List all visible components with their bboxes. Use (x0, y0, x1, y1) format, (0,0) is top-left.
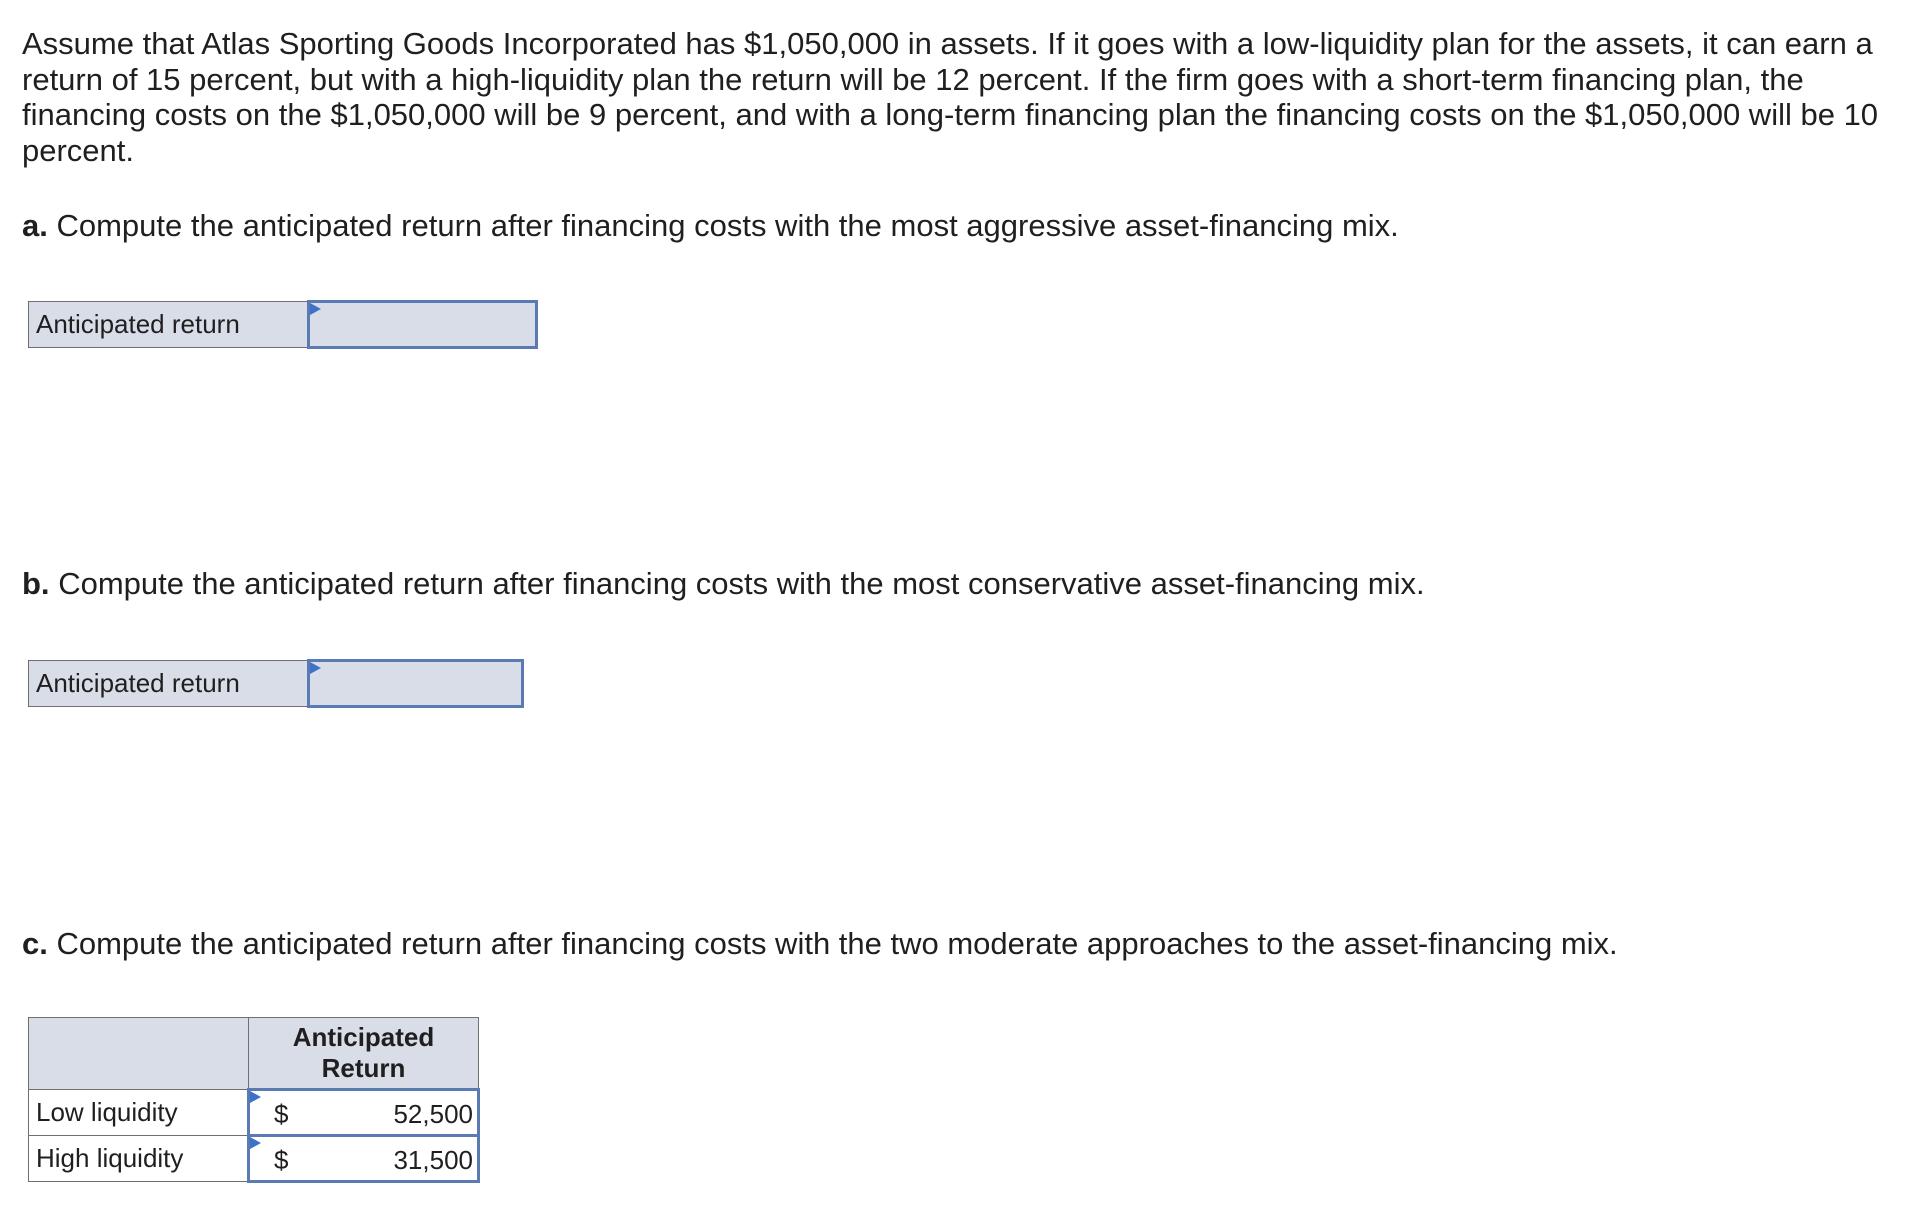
part-a-prompt (22, 208, 1399, 244)
part-b-text: Compute the anticipated return after financing costs with the most conservative asset-financing mix. (58, 566, 1425, 601)
part-c-prompt (22, 926, 1618, 962)
part-b-prompt (22, 566, 1425, 602)
currency-symbol: $ (274, 1099, 289, 1129)
part-b-answer-cell (309, 661, 523, 707)
flag-icon (310, 303, 321, 315)
low-liquidity-answer-input[interactable] (249, 1090, 479, 1136)
part-c-header-line2: Return (321, 1053, 406, 1083)
part-a-anticipated-return-input[interactable] (310, 303, 535, 346)
table-row (29, 1090, 479, 1136)
table-row (29, 1136, 479, 1182)
part-a-answer-table (28, 300, 538, 349)
part-a-label: Anticipated return (29, 302, 309, 348)
part-c-column-header (249, 1018, 479, 1090)
part-b-answer-table (28, 659, 524, 708)
part-b-letter: b. (22, 566, 50, 601)
low-liquidity-value: 52,500 (393, 1099, 473, 1129)
flag-icon (310, 662, 321, 674)
part-b-anticipated-return-input[interactable] (310, 662, 521, 705)
part-b-label: Anticipated return (29, 661, 309, 707)
row-label-low-liquidity: Low liquidity (29, 1090, 249, 1136)
flag-icon (250, 1137, 261, 1149)
part-a-text: Compute the anticipated return after financing costs with the most aggressive asset-financing mix. (56, 208, 1399, 243)
part-c-letter: c. (22, 926, 48, 961)
part-a-answer-cell (309, 302, 537, 348)
currency-symbol: $ (274, 1145, 289, 1175)
high-liquidity-value: 31,500 (393, 1145, 473, 1175)
part-c-header-blank (29, 1018, 249, 1090)
part-c-text: Compute the anticipated return after financing costs with the two moderate approaches to the asset-financing mix. (56, 926, 1618, 961)
part-a-letter: a. (22, 208, 48, 243)
problem-statement: Assume that Atlas Sporting Goods Incorporated has $1,050,000 in assets. If it goes with a low-liquidity plan for the assets, it can earn a return of 15 percent, but with a high-liquidity plan the return will be 12 percent. If the firm goes with a short-term financing plan, the financing costs on the $1,050,000 will be 9 percent, and with a long-term financing plan the financing costs on the $1,050,000 will be 10 percent. (22, 26, 1879, 168)
row-label-high-liquidity: High liquidity (29, 1136, 249, 1182)
part-c-answer-table (28, 1017, 480, 1183)
part-c-header-line1: Anticipated (292, 1022, 435, 1052)
high-liquidity-answer-input[interactable] (249, 1136, 479, 1182)
flag-icon (250, 1091, 261, 1103)
